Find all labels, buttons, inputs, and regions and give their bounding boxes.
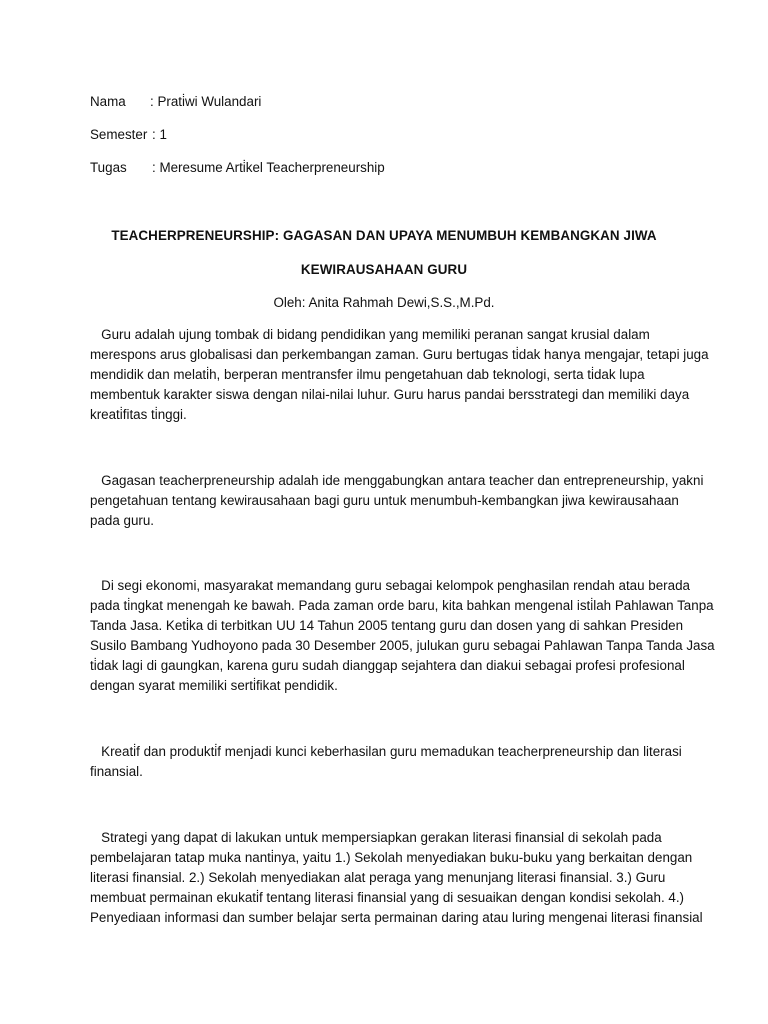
paragraph-line: membuat permainan ekukati̇f tentang literasi finansial yang di sesuaikan dengan kondisi sekolah. 4.) xyxy=(90,890,685,906)
tugas-label: Tugas xyxy=(90,160,127,175)
paragraph-line: merespons arus globalisasi dan perkembangan zaman. Guru bertugas ti̇dak hanya mengajar, tetapi juga xyxy=(90,347,709,363)
paragraph-line: Susilo Bambang Yudhoyono pada 30 Desember 2005, julukan guru sebagai Pahlawan Tanpa Tanda Jasa xyxy=(90,638,715,654)
paragraph-line: Gagasan teacherpreneurship adalah ide menggabungkan antara teacher dan entrepreneurship, yakni xyxy=(90,473,704,488)
paragraph-line: mendidik dan melati̇h, berperan mentransfer ilmu pengetahuan dab teknologi, serta ti̇dak lupa xyxy=(90,367,645,383)
tugas-row xyxy=(90,158,385,178)
paragraph-line: kreati̇fitas ti̇nggi. xyxy=(90,407,187,423)
paragraph-line: Tanda Jasa. Keti̇ka di terbitkan UU 14 Tahun 2005 tentang guru dan dosen yang di sahkan Presiden xyxy=(90,618,684,634)
paragraph-line: pengetahuan tentang kewirausahaan bagi guru untuk menumbuh-kembangkan jiwa kewirausahaan xyxy=(90,493,679,509)
paragraph-2 xyxy=(90,471,704,531)
paragraph-line: Di segi ekonomi, masyarakat memandang guru sebagai kelompok penghasilan rendah atau berada xyxy=(90,578,690,593)
paragraph-line: finansial. xyxy=(90,764,143,780)
document-title-line-2: KEWIRAUSAHAAN GURU xyxy=(300,262,468,277)
paragraph-line: Guru adalah ujung tombak di bidang pendidikan yang memiliki peranan sangat krusial dalam xyxy=(90,327,650,342)
paragraph-line: ti̇dak lagi di gaungkan, karena guru sudah dianggap sejahtera dan diakui sebagai profesi profesional xyxy=(90,658,685,674)
paragraph-5 xyxy=(90,828,703,928)
nama-row xyxy=(90,92,262,112)
paragraph-3 xyxy=(90,576,715,697)
paragraph-line: pada guru. xyxy=(90,513,155,529)
paragraph-line: dengan syarat memiliki serti̇fikat pendidik. xyxy=(90,678,338,694)
paragraph-line: pada ti̇ngkat menengah ke bawah. Pada zaman orde baru, kita bahkan mengenal isti̇lah Pahlawan Tanpa xyxy=(90,598,714,614)
paragraph-line: membentuk karakter siswa dengan nilai-nilai luhur. Guru harus pandai bersstrategi dan memiliki daya xyxy=(90,387,690,403)
paragraph-line: pembelajaran tatap muka nanti̇nya, yaitu 1.) Sekolah menyediakan buku-buku yang berkaitan dengan xyxy=(90,850,693,866)
semester-row xyxy=(90,125,167,145)
paragraph-1 xyxy=(90,325,709,425)
nama-value: : Prati̇wi Wulandari xyxy=(150,94,262,109)
paragraph-4 xyxy=(90,742,680,782)
document-author: Oleh: Anita Rahmah Dewi,S.S.,M.Pd. xyxy=(273,295,495,310)
paragraph-line: literasi finansial. 2.) Sekolah menyediakan alat peraga yang menunjang literasi finansial. 3.) Guru xyxy=(90,870,666,886)
semester-label: Semester xyxy=(90,127,148,142)
nama-label: Nama xyxy=(90,94,126,109)
tugas-value: : Meresume Arti̇kel Teacherpreneurship xyxy=(152,160,385,175)
paragraph-line: Kreati̇f dan produkti̇f menjadi kunci keberhasilan guru memadukan teacherpreneurship dan literasi xyxy=(90,744,682,759)
document-title-line-1: TEACHERPRENEURSHIP: GAGASAN DAN UPAYA MENUMBUH KEMBANGKAN JIWA xyxy=(111,228,657,243)
paragraph-line: Strategi yang dapat di lakukan untuk mempersiapkan gerakan literasi finansial di sekolah pada xyxy=(90,830,662,845)
paragraph-line: Penyediaan informasi dan sumber belajar serta permainan daring atau luring mengenai literasi finansial xyxy=(90,910,703,926)
semester-value: : 1 xyxy=(152,127,167,142)
